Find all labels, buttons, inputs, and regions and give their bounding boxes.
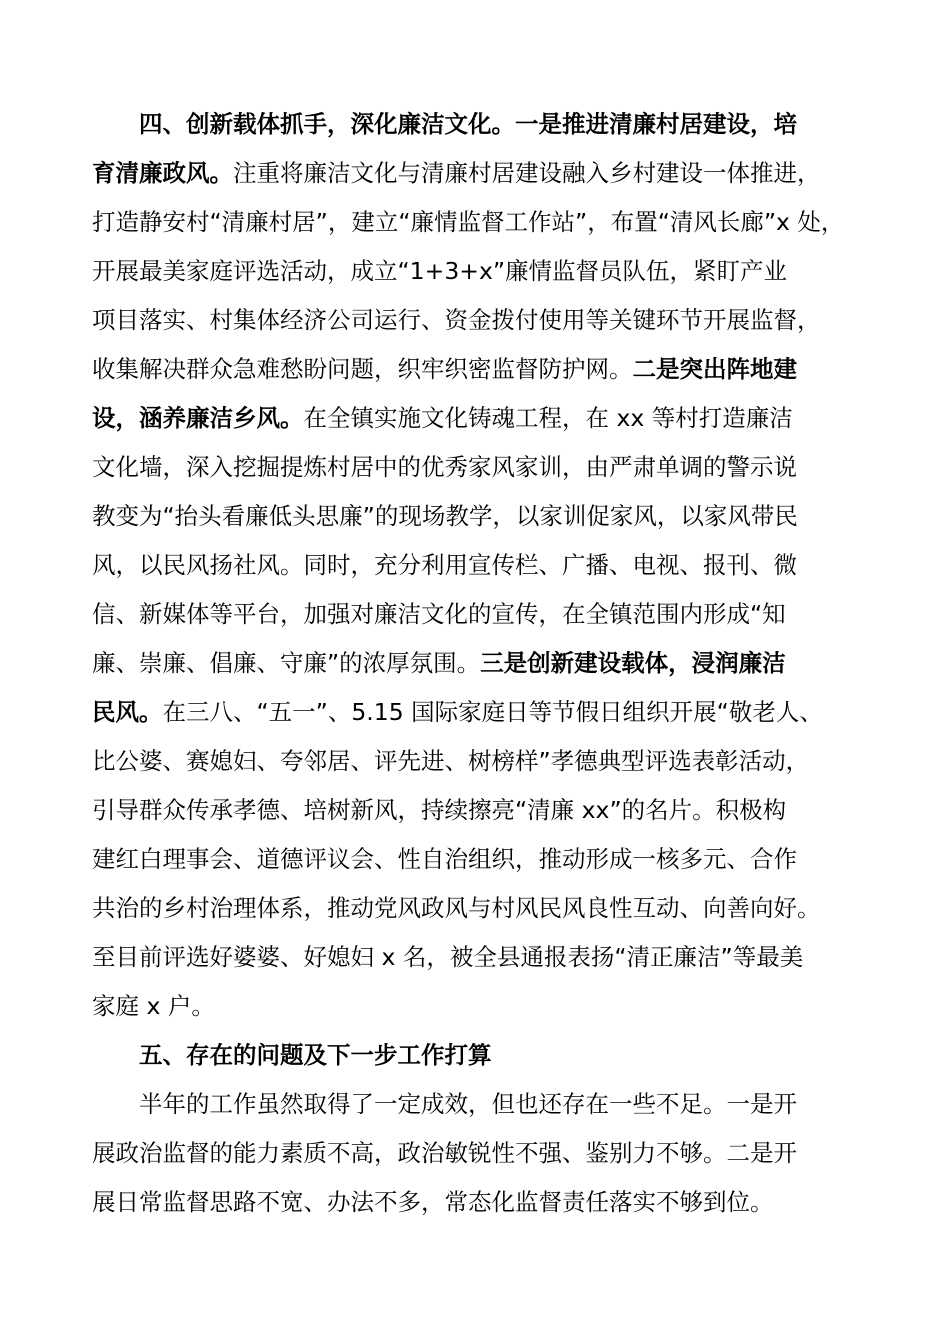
heading-text: 民风。	[92, 698, 163, 726]
body-text: 打造静安村“清廉村居”，建立“廉情监督工作站”，布置“清风长廊”x 处，	[92, 208, 845, 236]
body-text: 引导群众传承孝德、培树新风，持续擦亮“清廉 xx”的名片。积极构	[92, 796, 787, 824]
body-text: 收集解决群众急难愁盼问题，织牢织密监督防护网。	[92, 355, 633, 383]
body-text: 教变为“抬头看廉低头思廉”的现场教学，以家训促家风，以家风带民	[92, 502, 798, 530]
heading-text: 四、创新载体抓手，深化廉洁文化。一是推进清廉村居建设，培	[139, 110, 797, 138]
body-text: 比公婆、赛媳妇、夸邻居、评先进、树榜样”孝德典型评选表彰活动，	[92, 747, 810, 775]
text-line	[92, 692, 823, 732]
text-line	[92, 251, 787, 291]
text-line	[92, 545, 797, 585]
paragraph-4-heading-line	[139, 104, 797, 144]
text-line	[92, 349, 797, 389]
text-line	[92, 839, 797, 879]
body-text: 注重将廉洁文化与清廉村居建设融入乡村建设一体推进，	[233, 159, 821, 187]
heading-text: 五、存在的问题及下一步工作打算	[139, 1041, 492, 1069]
body-text: 在三八、“五一”、5.15 国际家庭日等节假日组织开展“敬老人、	[162, 698, 823, 726]
text-line	[92, 1182, 774, 1222]
section-5-heading	[139, 1035, 492, 1075]
text-line	[92, 153, 821, 193]
body-text: 共治的乡村治理体系，推动党风政风与村风民风良性互动、向善向好。	[92, 894, 821, 922]
body-text: 文化墙，深入挖掘提炼村居中的优秀家风家训，由严肃单调的警示说	[92, 453, 797, 481]
text-line	[92, 741, 809, 781]
text-line	[92, 888, 821, 928]
body-text: 建红白理事会、道德评议会、性自治组织，推动形成一核多元、合作	[92, 845, 797, 873]
text-line	[92, 1133, 797, 1173]
body-text: 开展最美家庭评选活动，成立“1+3+x”廉情监督员队伍，紧盯产业	[92, 257, 788, 285]
text-line	[92, 986, 215, 1026]
body-text: 在全镇实施文化铸魂工程，在 xx 等村打造廉洁	[303, 404, 793, 432]
body-text: 廉、崇廉、倡廉、守廉”的浓厚氛围。	[92, 649, 481, 677]
text-line	[92, 790, 786, 830]
heading-text: 设，涵养廉洁乡风。	[92, 404, 304, 432]
body-text: 展政治监督的能力素质不高，政治敏锐性不强、鉴别力不够。二是开	[92, 1139, 797, 1167]
body-text: 至目前评选好婆婆、好媳妇 x 名，被全县通报表扬“清正廉洁”等最美	[92, 943, 804, 971]
text-line	[92, 398, 793, 438]
body-text: 家庭 x 户。	[92, 992, 215, 1020]
body-text: 项目落实、村集体经济公司运行、资金拨付使用等关键环节开展监督，	[92, 306, 821, 334]
text-line	[92, 202, 844, 242]
heading-text: 二是突出阵地建	[632, 355, 797, 383]
text-line	[92, 447, 797, 487]
heading-text: 三是创新建设载体，浸润廉洁	[480, 649, 786, 677]
text-line	[139, 1084, 797, 1124]
text-line	[92, 300, 821, 340]
text-line	[92, 643, 786, 683]
body-text: 信、新媒体等平台，加强对廉洁文化的宣传，在全镇范围内形成“知	[92, 600, 786, 628]
text-line	[92, 594, 786, 634]
text-line	[92, 496, 798, 536]
body-text: 半年的工作虽然取得了一定成效，但也还存在一些不足。一是开	[139, 1090, 797, 1118]
text-line	[92, 937, 803, 977]
body-text: 风，以民风扬社风。同时，充分利用宣传栏、广播、电视、报刊、微	[92, 551, 797, 579]
heading-text: 育清廉政风。	[92, 159, 233, 187]
body-text: 展日常监督思路不宽、办法不多，常态化监督责任落实不够到位。	[92, 1188, 774, 1216]
